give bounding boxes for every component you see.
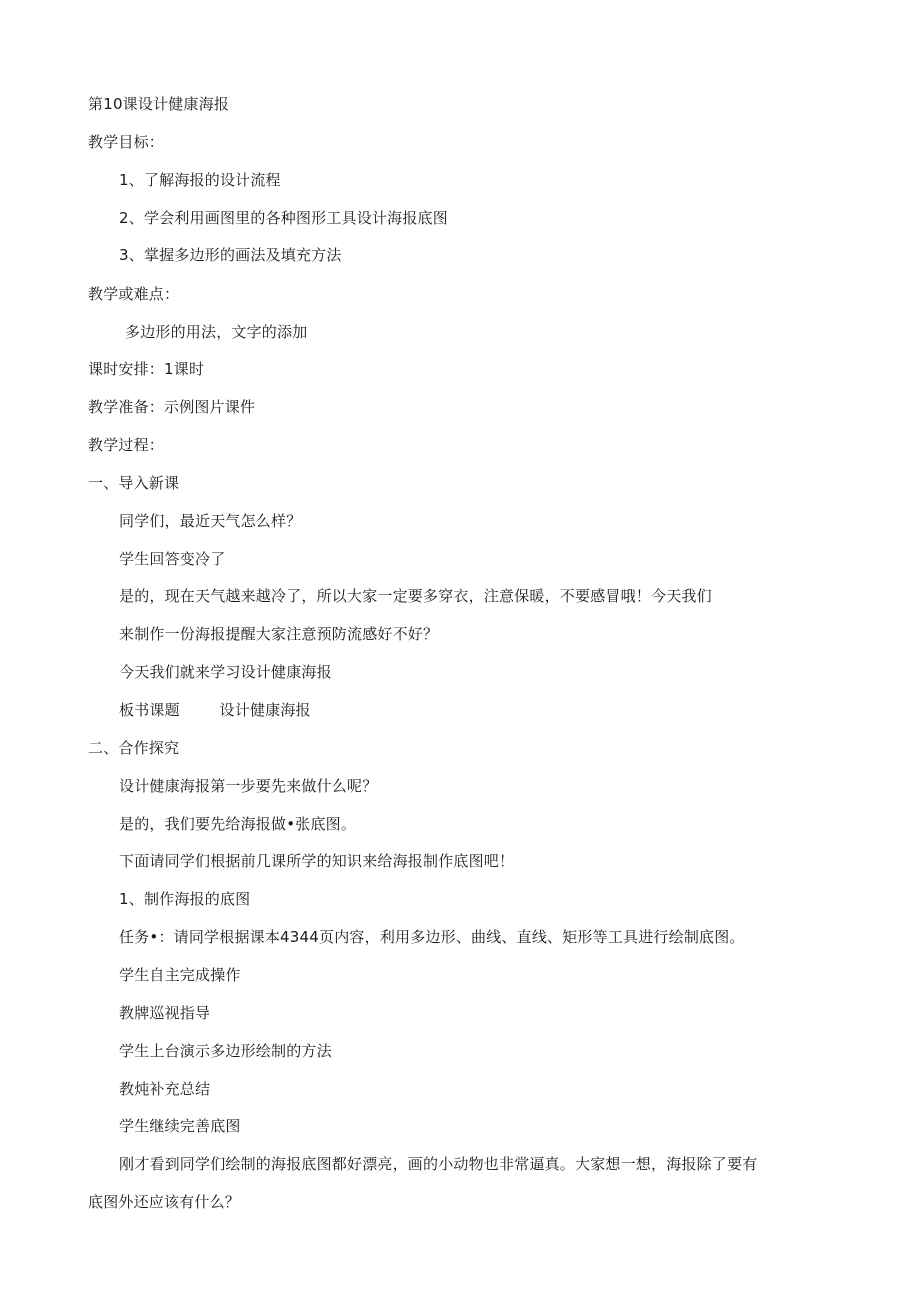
- paragraph-line: 来制作一份海报提醒大家注意预防流感好不好？: [119, 625, 439, 643]
- objective-item: 2、学会利用画图里的各种图形工具设计海报底图: [119, 209, 448, 227]
- objective-item: 3、掌握多边形的画法及填充方法: [119, 246, 342, 264]
- paragraph-line: 学生继续完善底图: [119, 1117, 241, 1135]
- schedule-text: 课时安排：1课时: [88, 360, 205, 378]
- lesson-title: 第10课设计健康海报: [88, 95, 230, 113]
- paragraph-line: 学生自主完成操作: [119, 966, 241, 984]
- paragraph-line: 是的，我们要先给海报做•张底图。: [119, 815, 357, 833]
- paragraph-line: 同学们，最近天气怎么样？: [119, 512, 302, 530]
- objectives-heading: 教学目标：: [88, 133, 165, 151]
- paragraph-line: 教牌巡视指导: [119, 1004, 211, 1022]
- section1-heading: 一、导入新课: [88, 474, 180, 492]
- paragraph-line: 刚才看到同学们绘制的海报底图都好漂亮，画的小动物也非常逼真。大家想一想，海报除了要有: [119, 1155, 758, 1173]
- paragraph-line: 下面请同学们根据前几课所学的知识来给海报制作底图吧！: [119, 852, 515, 870]
- paragraph-line: 底图外还应该有什么？: [88, 1193, 241, 1211]
- paragraph-line: 教炖补充总结: [119, 1080, 211, 1098]
- objective-item: 1、了解海报的设计流程: [119, 171, 281, 189]
- process-heading: 教学过程：: [88, 436, 165, 454]
- preparation-text: 教学准备：示例图片课件: [88, 398, 256, 416]
- section2-heading: 二、合作探究: [88, 739, 180, 757]
- paragraph-line: 今天我们就来学习设计健康海报: [119, 663, 332, 681]
- paragraph-line: 1、制作海报的底图: [119, 890, 251, 908]
- paragraph-line: 学生上台演示多边形绘制的方法: [119, 1042, 332, 1060]
- paragraph-line: 是的，现在天气越来越冷了，所以大家一定要多穿衣，注意保暖，不要感冒哦！今天我们: [119, 587, 712, 605]
- paragraph-line: 板书课题 设计健康海报: [119, 701, 311, 719]
- paragraph-line: 任务•：请同学根据课本4344页内容，利用多边形、曲线、直线、矩形等工具进行绘制底图。: [119, 928, 745, 946]
- paragraph-line: 学生回答变冷了: [119, 550, 226, 568]
- difficulty-text: 多边形的用法，文字的添加: [125, 323, 308, 341]
- paragraph-line: 设计健康海报第一步要先来做什么呢？: [119, 777, 378, 795]
- difficulty-heading: 教学或难点：: [88, 285, 180, 303]
